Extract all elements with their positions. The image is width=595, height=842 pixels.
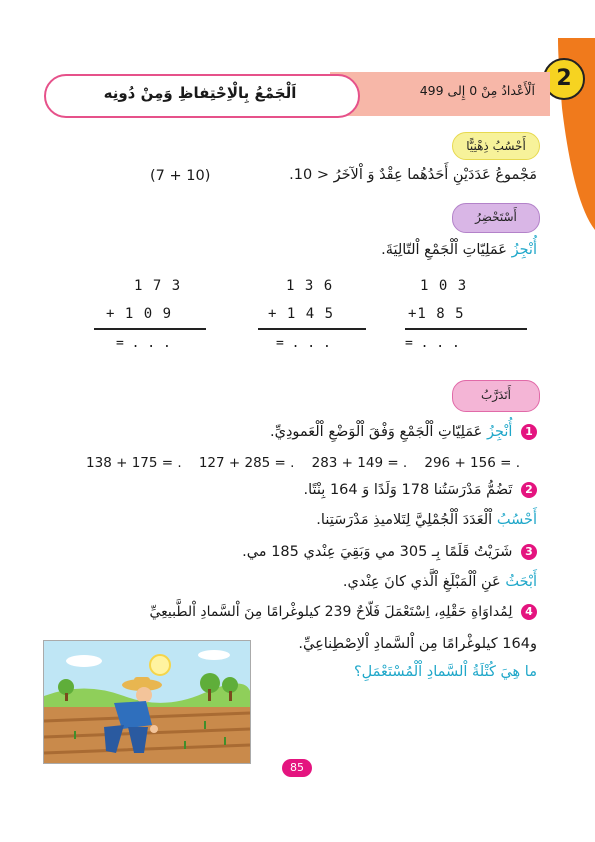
exercise-4-line1 bbox=[149, 604, 537, 620]
operation-1-rule bbox=[405, 328, 527, 330]
exercise-3-statement bbox=[242, 544, 537, 560]
tag-recall: أَسْتَحْضِرُ bbox=[452, 203, 540, 233]
operation-2-top: 1 3 6 bbox=[286, 278, 334, 294]
operation-1-bottom: +1 8 5 bbox=[408, 306, 465, 322]
mental-calc-text bbox=[289, 167, 537, 183]
operation-3-rule bbox=[94, 328, 206, 330]
exercise-1-verb: أُنْجِزُ bbox=[486, 424, 513, 440]
exercise-3-verb: أَبْحَثُ bbox=[505, 574, 537, 590]
exercise-2-question-text: اْلْعَدَدَ اْلْجُمْلِيَّ لِتَلاميذِ مَدْرَسَتِنا. bbox=[316, 512, 493, 528]
operation-2-rule bbox=[258, 328, 366, 330]
exercise-2-question bbox=[316, 512, 537, 528]
operation-3-bottom: + 1 0 9 bbox=[106, 306, 173, 322]
lesson-title: اَلْجَمْعُ بِالْاِحْتِفاظِ وَمِنْ دُونِه bbox=[103, 84, 297, 102]
exercise-3-number: 3 bbox=[521, 544, 537, 560]
exercise-4-line2: و164 كيلوغْرامًا مِن اْلسَّمادِ اْلاِصْطِناعِيِّ. bbox=[298, 636, 537, 652]
operation-2-result: = . . . bbox=[276, 336, 331, 351]
exercise-1-instruction bbox=[270, 424, 537, 440]
operation-1-result: = . . . bbox=[405, 336, 460, 351]
operation-2-bottom: + 1 4 5 bbox=[268, 306, 335, 322]
tag-mental-calculation: أَحْسُبُ ذِهْنِيًّا bbox=[452, 132, 540, 160]
exercise-4-number: 4 bbox=[521, 604, 537, 620]
exercise-2-verb: أَحْسُبُ bbox=[496, 512, 537, 528]
exercise-2-text: تَضُمُّ مَدْرَسَتُنا 178 وَلَدًا وَ 164 بِنْتًا. bbox=[303, 482, 513, 498]
header-range-text: اَلْأَعْدادُ مِنْ 0 إِلى 499 bbox=[419, 83, 535, 98]
exercise-3-question-text: عَنِ اْلْمَبْلَغِ اْلَّذي كانَ عِنْدي. bbox=[342, 574, 501, 590]
exercise-1-text: عَمَلِيّاتِ اْلْجَمْعِ وَفْقَ اْلْوَضْعِ اْلْعَمودِيِّ. bbox=[269, 424, 483, 440]
operation-3-top: 1 7 3 bbox=[134, 278, 182, 294]
exercise-1-operations: 138 + 175 = . 127 + 285 = . 283 + 149 = . 296 + 156 = . bbox=[86, 455, 520, 471]
exercise-3-question bbox=[343, 574, 537, 590]
operation-1-top: 1 0 3 bbox=[420, 278, 468, 294]
unit-number-badge: 2 bbox=[543, 58, 585, 100]
exercise-2-statement bbox=[304, 482, 538, 498]
exercise-3-text: شَرَيْتُ قَلَمًا بِـ 305 مي وَبَقِيَ عِنْدي 185 مي. bbox=[242, 544, 513, 560]
exercise-2-number: 2 bbox=[521, 482, 537, 498]
exercise-4-text-1: لِمُداوَاةِ حَقْلِهِ، اِسْتَعْمَلَ فَلّاحٌ 239 كيلوغْرامًا مِنَ اْلسَّمادِ اْلطَّبيعِيِّ bbox=[149, 604, 513, 620]
farmer-illustration bbox=[43, 640, 251, 764]
recall-verb: أُنْجِزُ bbox=[511, 242, 537, 258]
operation-3-result: = . . . bbox=[116, 336, 171, 351]
exercise-4-question: ما هِيَ كُتْلَةُ اْلسَّمادِ اْلْمُسْتَعْمَلِ؟ bbox=[353, 664, 537, 680]
exercise-1-number: 1 bbox=[521, 424, 537, 440]
page-number: 85 bbox=[282, 759, 312, 777]
recall-instruction bbox=[381, 242, 537, 258]
tag-practice: أَتَدَرَّبُ bbox=[452, 380, 540, 412]
recall-text: عَمَلِيّاتِ اْلْجَمْعِ اْلتّالِيَةَ. bbox=[381, 242, 507, 258]
mental-calc-example: (7 + 10) bbox=[150, 168, 211, 184]
mental-calc-statement: مَجْموعُ عَدَدَيْنِ أَحَدُهُما عِقْدٌ وَ اْلآخَرُ < 10. bbox=[289, 167, 537, 183]
